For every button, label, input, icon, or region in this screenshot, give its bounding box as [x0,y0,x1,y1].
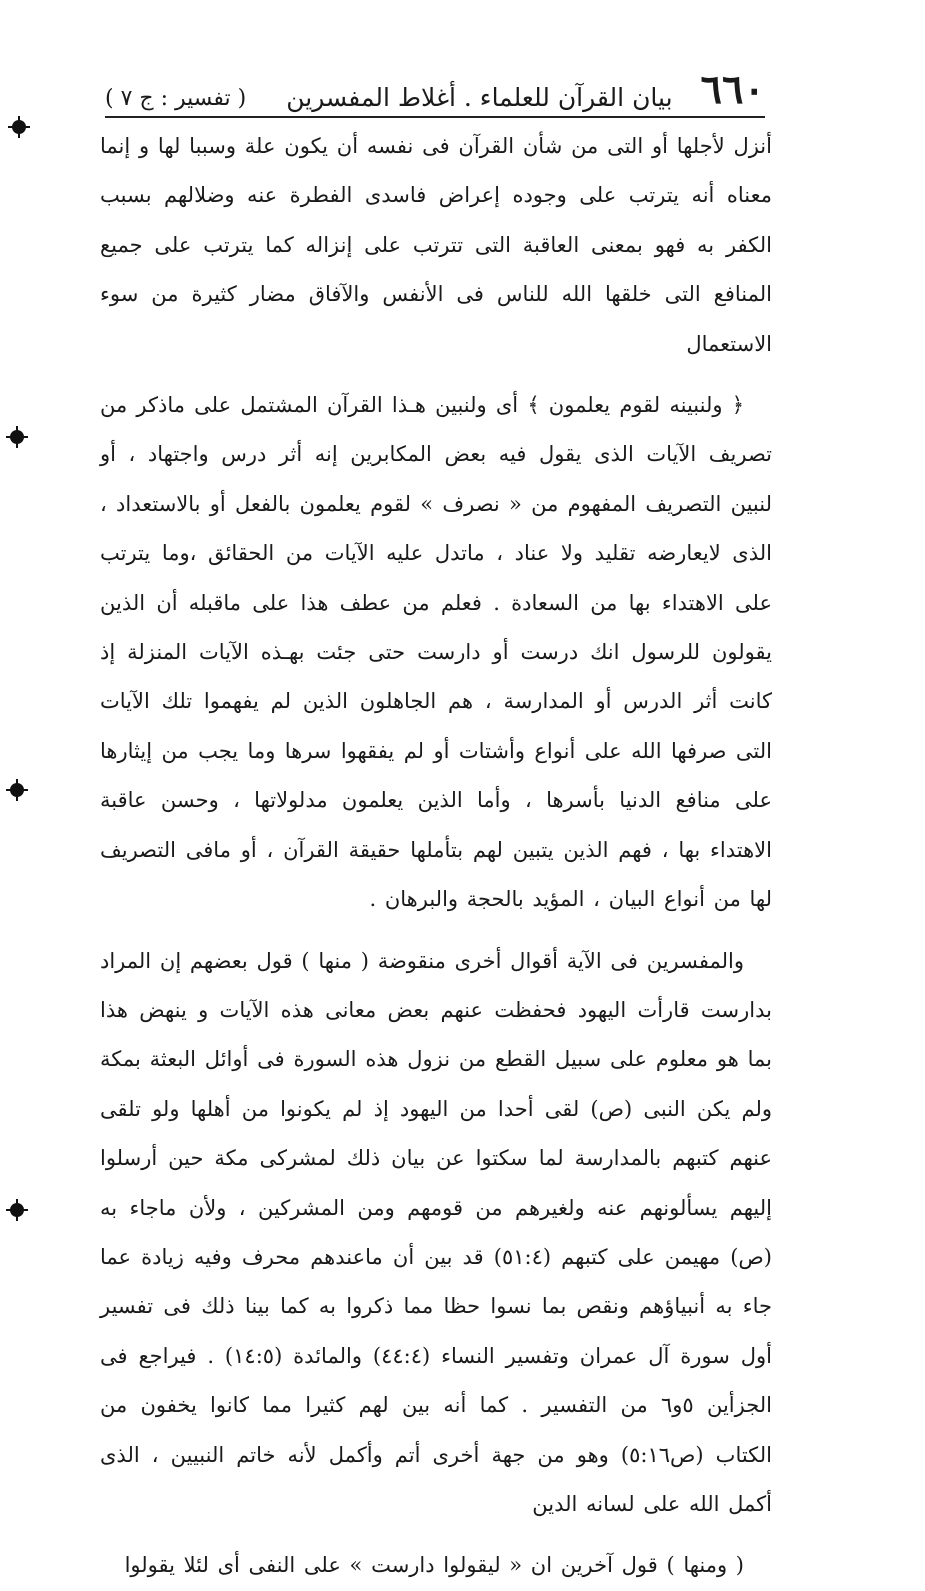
paragraph-1: أنزل لأجلها أو التى من شأن القرآن فى نفسه أن يكون علة وسببا لها و إنما معناه أنه يترتب على وجوده إعراض فاسدى الفطرة عنه وضلالهم بسبب الكفر به فهو بمعنى العاقبة التى تترتب على إنزاله كما يترتب على جميع المنافع التى خلقها الله للناس فى الأنفس والآفاق مضار كثيرة من سوء الاستعمال [100,134,772,356]
page-number: ٦٦٠ [700,66,765,113]
binding-hole-icon [10,783,24,797]
running-title: بيان القرآن للعلماء . أغلاط المفسرين [286,83,673,112]
binding-hole-icon [10,430,24,444]
binding-hole-icon [12,120,26,134]
paragraph-2: ﴿ ولنبينه لقوم يعلمون ﴾ أى ولنبين هـذا القرآن المشتمل على ماذكر من تصريف الآيات الذى يقول فيه بعض المكابرين إنه أثر درس واجتهاد ، أو لنبين التصريف المفهوم من « نصرف » لقوم يعلمون بالفعل أو بالاستعداد ، الذى لايعارضه تقليد ولا عناد ، ماتدل عليه الآيات من الحقائق ،وما يترتب على الاهتداء بها من السعادة . فعلم من عطف هذا على ماقبله أن الذين يقولون للرسول انك درست أو دارست حتى جئت بهـذه الآيات المنزلة إذ كانت أثر الدرس أو المدارسة ، هم الجاهلون الذين لم يفهموا تلك الآيات التى صرفها الله على أنواع وأشتات أو لم يفقهوا سرها وما يجب من إيثارها على منافع الدنيا بأسرها ، وأما الذين يعلمون مدلولاتها ، وحسن عاقبة الاهتداء بها ، فهم الذين يتبين لهم بتأملها حقيقة القرآن ، أو مافى التصريف لها من أنواع البيان ، المؤيد بالحجة والبرهان . [100,393,772,912]
section-label: ( تفسير : ج ٧ ) [105,86,247,111]
paragraph-3: والمفسرين فى الآية أقوال أخرى منقوضة ( منها ) قول بعضهم إن المراد بدارست قارأت اليهود فحفظت عنهم بعض معانى هذه الآيات و ينهض هذا بما هو معلوم على سبيل القطع من نزول هذه السورة فى أوائل البعثة بمكة ولم يكن النبى (ص) لقى أحدا من اليهود إذ لم يكونوا من أهلها ولو تلقى عنهم كتبهم بالمدارسة لما سكتوا عن بيان ذلك لمشركى مكة حين أرسلوا إليهم يسألونهم عنه ولغيرهم من قومهم ومن المشركين ، ولأن ماجاء به (ص) مهيمن على كتبهم (٥١:٤) قد بين أن ماعندهم محرف وفيه زيادة عما جاء به أنبياؤهم ونقص بما نسوا حظا مما ذكروا به كما بينا ذلك فى تفسير أول سورة آل عمران وتفسير النساء (٤٤:٤) والمائدة (١٤:٥) . فيراجع فى الجزأين ٥و٦ من التفسير . كما أنه بين لهم كثيرا مما كانوا يخفون من الكتاب (ص٥:١٦) وهو من جهة أخرى أتم وأكمل لأنه خاتم النبيين ، الذى أكمل الله على لسانه الدين [100,948,773,1516]
page-header [105,66,765,113]
header-rule [105,116,765,118]
paragraph-4: ( ومنها ) قول آخرين ان « ليقولوا دارست » على النفى أى لئلا يقولوا [124,1553,744,1578]
body-text [100,122,772,1591]
binding-hole-icon [10,1203,24,1217]
